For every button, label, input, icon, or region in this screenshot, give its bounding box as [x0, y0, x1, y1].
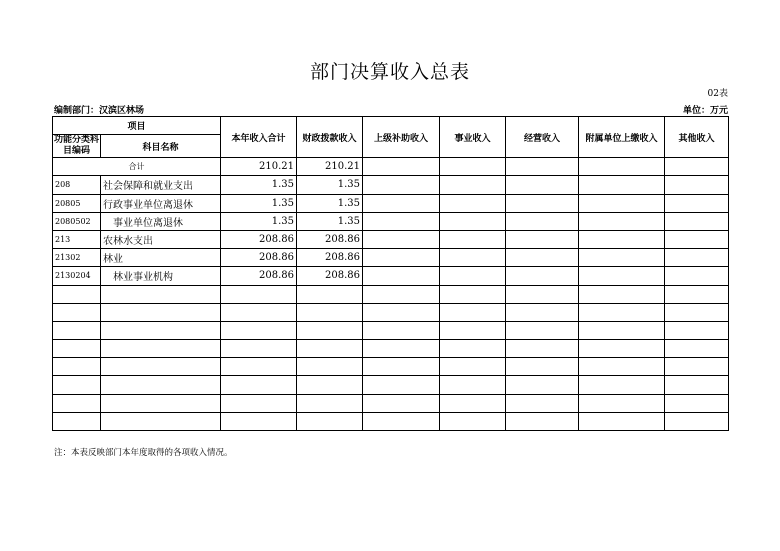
- cell-empty: [440, 249, 506, 267]
- cell-empty: [440, 376, 506, 394]
- table-row: [53, 376, 729, 394]
- cell-fiscal-income: 208.86: [297, 230, 363, 248]
- header-col-superior: 上级补助收入: [363, 117, 440, 158]
- cell-empty: [363, 321, 440, 339]
- cell-empty: [665, 230, 729, 248]
- cell-empty: [665, 358, 729, 376]
- cell-subject-name: [101, 321, 221, 339]
- cell-empty: [440, 158, 506, 176]
- cell-empty: [440, 358, 506, 376]
- table-row: [53, 321, 729, 339]
- cell-empty: [506, 212, 579, 230]
- header-subject-name: 科目名称: [101, 135, 221, 158]
- cell-total-income: 1.35: [221, 212, 297, 230]
- footnote: 注：本表反映部门本年度取得的各项收入情况。: [54, 448, 233, 458]
- cell-empty: [665, 249, 729, 267]
- table-row: [53, 176, 729, 194]
- cell-subject-name: [101, 340, 221, 358]
- cell-empty: [363, 303, 440, 321]
- table-row: [53, 358, 729, 376]
- cell-empty: [579, 158, 665, 176]
- cell-total-income: 208.86: [221, 249, 297, 267]
- cell-empty: [363, 394, 440, 412]
- cell-fiscal-income: 208.86: [297, 267, 363, 285]
- header-col-operating: 经营收入: [506, 117, 579, 158]
- cell-subject-name: 林业事业机构: [101, 267, 221, 285]
- header-item: 项目: [53, 117, 221, 135]
- header-col-total: 本年收入合计: [221, 117, 297, 158]
- cell-fiscal-income: 1.35: [297, 176, 363, 194]
- cell-empty: [506, 267, 579, 285]
- cell-func-code: [53, 358, 101, 376]
- header-col-business: 事业收入: [440, 117, 506, 158]
- cell-empty: [579, 303, 665, 321]
- cell-empty: [440, 212, 506, 230]
- cell-subject-name: 行政事业单位离退休: [101, 194, 221, 212]
- cell-subject-name: [101, 394, 221, 412]
- cell-subject-name: 林业: [101, 249, 221, 267]
- cell-total-income: [221, 321, 297, 339]
- cell-fiscal-income: [297, 285, 363, 303]
- cell-empty: [506, 394, 579, 412]
- cell-empty: [440, 230, 506, 248]
- cell-empty: [440, 194, 506, 212]
- cell-func-code: 208: [53, 176, 101, 194]
- cell-empty: [506, 249, 579, 267]
- cell-empty: [506, 376, 579, 394]
- table-row: [53, 230, 729, 248]
- cell-empty: [506, 340, 579, 358]
- cell-empty: [665, 376, 729, 394]
- cell-total-income: [221, 340, 297, 358]
- cell-empty: [440, 321, 506, 339]
- cell-empty: [363, 249, 440, 267]
- cell-func-code: 20805: [53, 194, 101, 212]
- cell-empty: [579, 249, 665, 267]
- cell-subject-name: [101, 376, 221, 394]
- cell-empty: [579, 212, 665, 230]
- cell-empty: [665, 340, 729, 358]
- department-label: 编制部门：汉滨区林场: [54, 106, 145, 116]
- header-col-affiliated: 附属单位上缴收入: [579, 117, 665, 158]
- cell-empty: [506, 158, 579, 176]
- table-row: [53, 340, 729, 358]
- cell-empty: [440, 303, 506, 321]
- cell-total-income: [221, 285, 297, 303]
- cell-func-code: [53, 303, 101, 321]
- table-row: [53, 394, 729, 412]
- cell-empty: [579, 194, 665, 212]
- table-row: [53, 303, 729, 321]
- cell-empty: [506, 321, 579, 339]
- cell-func-code: 21302: [53, 249, 101, 267]
- table-row: [53, 412, 729, 430]
- cell-empty: [665, 267, 729, 285]
- cell-subject-name: [101, 285, 221, 303]
- cell-empty: [665, 176, 729, 194]
- unit-label: 单位：万元: [682, 106, 728, 116]
- cell-empty: [579, 340, 665, 358]
- cell-empty: [363, 412, 440, 430]
- cell-fiscal-income: [297, 376, 363, 394]
- cell-total-income: 1.35: [221, 194, 297, 212]
- cell-func-code: [53, 394, 101, 412]
- cell-empty: [363, 267, 440, 285]
- cell-empty: [579, 267, 665, 285]
- table-row: [53, 249, 729, 267]
- cell-total-income: 210.21: [221, 158, 297, 176]
- cell-subject-name: [101, 412, 221, 430]
- cell-empty: [363, 230, 440, 248]
- cell-func-code: 2080502: [53, 212, 101, 230]
- income-summary-table: [52, 116, 729, 431]
- cell-empty: [440, 412, 506, 430]
- cell-subject-name: 社会保障和就业支出: [101, 176, 221, 194]
- header-col-fiscal: 财政拨款收入: [297, 117, 363, 158]
- cell-empty: [665, 394, 729, 412]
- cell-empty: [506, 176, 579, 194]
- form-number: 02表: [707, 89, 728, 99]
- cell-fiscal-income: 210.21: [297, 158, 363, 176]
- cell-func-code: [53, 285, 101, 303]
- cell-total-income: 208.86: [221, 230, 297, 248]
- cell-empty: [506, 230, 579, 248]
- cell-total-income: [221, 394, 297, 412]
- cell-empty: [665, 285, 729, 303]
- page-title: 部门决算收入总表: [309, 61, 470, 83]
- table-row: [53, 212, 729, 230]
- cell-empty: [363, 358, 440, 376]
- cell-empty: [665, 303, 729, 321]
- cell-empty: [440, 340, 506, 358]
- cell-empty: [579, 358, 665, 376]
- cell-empty: [579, 394, 665, 412]
- table-row: [53, 285, 729, 303]
- cell-empty: [665, 212, 729, 230]
- cell-subject-name: 农林水支出: [101, 230, 221, 248]
- cell-func-code: 2130204: [53, 267, 101, 285]
- cell-func-code: [53, 321, 101, 339]
- cell-empty: [665, 321, 729, 339]
- table-row: [53, 194, 729, 212]
- cell-empty: [363, 194, 440, 212]
- cell-total-income: [221, 376, 297, 394]
- cell-total-income: [221, 358, 297, 376]
- cell-empty: [440, 394, 506, 412]
- row-total-label: 合计: [53, 158, 221, 176]
- table-row: [53, 267, 729, 285]
- cell-empty: [363, 285, 440, 303]
- cell-empty: [440, 267, 506, 285]
- cell-empty: [363, 158, 440, 176]
- cell-fiscal-income: 208.86: [297, 249, 363, 267]
- cell-empty: [440, 285, 506, 303]
- cell-empty: [363, 376, 440, 394]
- cell-func-code: [53, 376, 101, 394]
- cell-empty: [506, 412, 579, 430]
- cell-func-code: 213: [53, 230, 101, 248]
- cell-empty: [665, 412, 729, 430]
- cell-fiscal-income: [297, 412, 363, 430]
- cell-total-income: [221, 303, 297, 321]
- cell-empty: [506, 358, 579, 376]
- cell-subject-name: [101, 303, 221, 321]
- cell-empty: [363, 212, 440, 230]
- cell-empty: [506, 303, 579, 321]
- cell-empty: [579, 321, 665, 339]
- cell-empty: [363, 176, 440, 194]
- cell-empty: [579, 230, 665, 248]
- cell-subject-name: [101, 358, 221, 376]
- cell-empty: [579, 285, 665, 303]
- cell-func-code: [53, 412, 101, 430]
- cell-fiscal-income: [297, 321, 363, 339]
- cell-fiscal-income: [297, 303, 363, 321]
- cell-fiscal-income: 1.35: [297, 194, 363, 212]
- cell-empty: [579, 412, 665, 430]
- cell-total-income: 208.86: [221, 267, 297, 285]
- cell-fiscal-income: [297, 394, 363, 412]
- cell-fiscal-income: [297, 340, 363, 358]
- cell-empty: [579, 176, 665, 194]
- cell-empty: [440, 176, 506, 194]
- header-func-code: 功能分类科目编码: [53, 135, 99, 157]
- cell-fiscal-income: 1.35: [297, 212, 363, 230]
- cell-total-income: [221, 412, 297, 430]
- cell-empty: [506, 285, 579, 303]
- cell-func-code: [53, 340, 101, 358]
- cell-empty: [665, 158, 729, 176]
- cell-fiscal-income: [297, 358, 363, 376]
- cell-subject-name: 事业单位离退休: [101, 212, 221, 230]
- table-row: [53, 158, 729, 176]
- cell-total-income: 1.35: [221, 176, 297, 194]
- header-col-other: 其他收入: [665, 117, 729, 158]
- cell-empty: [506, 194, 579, 212]
- cell-empty: [363, 340, 440, 358]
- cell-empty: [579, 376, 665, 394]
- cell-empty: [665, 194, 729, 212]
